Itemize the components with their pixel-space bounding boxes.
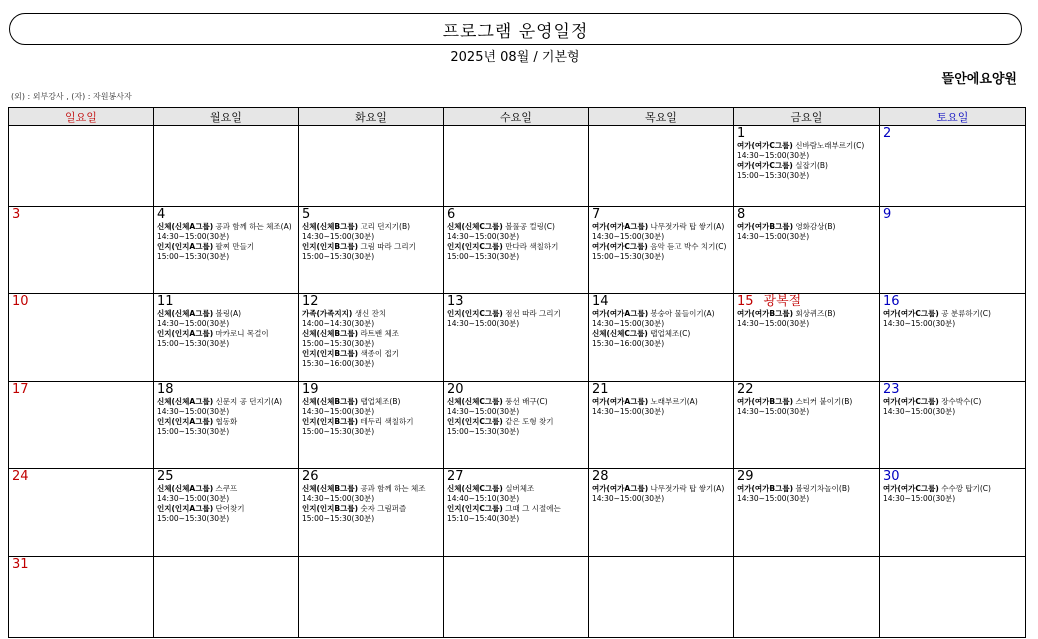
schedule-entry (883, 309, 1023, 329)
activity-time: 14:30~15:00(30분) (737, 494, 810, 503)
program-group: 여가(여가C그룹) (883, 484, 939, 493)
day-number (302, 295, 441, 309)
calendar-table (8, 107, 1026, 638)
day-cell (9, 557, 154, 638)
activity-name: 볼링(A) (215, 309, 242, 318)
activity-name: 볼풀공 컬링(C) (505, 222, 555, 231)
activity-name: 생신 잔치 (354, 309, 387, 318)
day-number (592, 295, 731, 309)
day-number-text: 27 (447, 469, 464, 484)
program-group: 인지(인지C그룹) (447, 309, 503, 318)
program-group: 인지(인지A그룹) (157, 504, 214, 513)
day-number-text: 8 (737, 207, 746, 222)
day-number-text: 30 (883, 469, 900, 484)
schedule-entry (447, 222, 586, 242)
day-number (883, 470, 1023, 484)
program-group: 신체(신체B그룹) (302, 484, 359, 493)
program-group: 인지(인지B그룹) (302, 242, 359, 251)
page-title: 프로그램 운영일정 (442, 21, 589, 42)
day-cell (9, 469, 154, 557)
schedule-entry (302, 417, 441, 437)
day-number-text: 23 (883, 382, 900, 397)
activity-time: 14:30~15:00(30분) (737, 407, 810, 416)
program-group: 여가(여가B그룹) (737, 222, 794, 231)
activity-time: 14:30~15:00(30분) (447, 319, 520, 328)
holiday-label: 광복절 (763, 294, 802, 309)
schedule-entry (302, 397, 441, 417)
program-group: 여가(여가C그룹) (737, 161, 793, 170)
day-number-text: 3 (12, 207, 21, 222)
day-cell (589, 294, 734, 382)
schedule-entry (302, 242, 441, 262)
day-number (883, 383, 1023, 397)
day-cell (9, 382, 154, 469)
day-number-text: 25 (157, 469, 174, 484)
day-cell (154, 382, 299, 469)
day-number (157, 383, 296, 397)
day-number-text: 21 (592, 382, 609, 397)
day-number-text: 14 (592, 294, 609, 309)
day-number (12, 558, 151, 572)
week-row (9, 382, 1026, 469)
day-number-text: 18 (157, 382, 174, 397)
activity-time: 14:30~15:00(30분) (302, 232, 375, 241)
day-number-text: 10 (12, 294, 29, 309)
day-cell (9, 207, 154, 294)
weekday-header-row (9, 108, 1026, 126)
program-group: 신체(신체C그룹) (447, 484, 503, 493)
activity-name: 그림 따라 그리기 (360, 242, 416, 251)
schedule-entry (302, 222, 441, 242)
day-number (592, 470, 731, 484)
activity-name: 신문지 공 던지기(A) (215, 397, 282, 406)
activity-time: 15:00~15:30(30분) (302, 339, 375, 348)
activity-name: 회상퀴즈(B) (795, 309, 836, 318)
day-cell (299, 557, 444, 638)
legend-note: (외) : 외부강사 , (자) : 자원봉사자 (11, 92, 132, 101)
activity-time: 15:30~16:00(30분) (302, 359, 375, 368)
program-group: 인지(인지C그룹) (447, 242, 503, 251)
schedule-entry (737, 484, 877, 504)
day-number-text: 7 (592, 207, 601, 222)
activity-time: 14:30~15:00(30분) (157, 494, 230, 503)
day-number (737, 208, 877, 222)
activity-name: 협동화 (215, 417, 238, 426)
schedule-entry (157, 397, 296, 417)
day-number (157, 208, 296, 222)
day-number (447, 470, 586, 484)
day-number (883, 295, 1023, 309)
day-cell (299, 126, 444, 207)
activity-name: 색종이 접기 (360, 349, 400, 358)
schedule-entry (447, 417, 586, 437)
schedule-entry (157, 222, 296, 242)
schedule-entry (302, 484, 441, 504)
activity-time: 14:30~15:00(30분) (883, 407, 956, 416)
activity-time: 14:30~15:00(30분) (157, 232, 230, 241)
program-group: 인지(인지B그룹) (302, 504, 359, 513)
activity-time: 14:30~15:00(30분) (302, 494, 375, 503)
day-cell (734, 382, 880, 469)
activity-name: 라트밴 체조 (360, 329, 400, 338)
activity-time: 14:30~15:00(30분) (592, 232, 665, 241)
day-cell (589, 382, 734, 469)
activity-time: 14:30~15:00(30분) (447, 407, 520, 416)
program-group: 인지(인지C그룹) (447, 417, 503, 426)
day-cell (734, 557, 880, 638)
schedule-entry (447, 309, 586, 329)
activity-time: 15:00~15:30(30분) (157, 252, 230, 261)
day-number-text: 6 (447, 207, 456, 222)
day-cell (154, 557, 299, 638)
activity-time: 14:30~15:00(30분) (883, 494, 956, 503)
program-group: 신체(신체A그룹) (157, 397, 214, 406)
day-number (447, 208, 586, 222)
day-number-text: 11 (157, 294, 174, 309)
program-group: 신체(신체C그룹) (447, 397, 503, 406)
schedule-entry (883, 397, 1023, 417)
program-group: 신체(신체A그룹) (157, 222, 214, 231)
program-group: 신체(신체A그룹) (157, 484, 214, 493)
day-cell (589, 557, 734, 638)
day-number-text: 22 (737, 382, 754, 397)
program-group: 여가(여가A그룹) (592, 309, 649, 318)
activity-time: 15:00~15:30(30분) (157, 514, 230, 523)
day-number (737, 470, 877, 484)
weekday-header-mon: 월요일 (154, 108, 299, 126)
activity-time: 14:30~15:00(30분) (302, 407, 375, 416)
day-cell (154, 469, 299, 557)
activity-time: 15:00~15:30(30분) (302, 514, 375, 523)
activity-time: 15:00~15:30(30분) (302, 252, 375, 261)
activity-name: 음악 듣고 박수 치기(C) (650, 242, 727, 251)
day-number-text: 24 (12, 469, 29, 484)
activity-name: 숫자 그림퍼즐 (360, 504, 407, 513)
activity-name: 공과 함께 하는 체조(A) (215, 222, 292, 231)
day-cell (444, 469, 589, 557)
schedule-entry (737, 309, 877, 329)
activity-time: 14:30~15:00(30분) (737, 319, 810, 328)
activity-name: 팔찌 만들기 (215, 242, 255, 251)
week-row (9, 126, 1026, 207)
activity-name: 수수깡 탑기(C) (941, 484, 991, 493)
activity-name: 단어찾기 (215, 504, 245, 513)
day-cell (880, 382, 1026, 469)
schedule-entry (447, 484, 586, 504)
day-number-text: 28 (592, 469, 609, 484)
program-group: 여가(여가B그룹) (737, 397, 794, 406)
day-number-text: 17 (12, 382, 29, 397)
schedule-entry (592, 397, 731, 417)
day-number-text: 29 (737, 469, 754, 484)
day-cell (299, 469, 444, 557)
weekday-header-wed: 수요일 (444, 108, 589, 126)
week-row (9, 207, 1026, 294)
day-number (302, 470, 441, 484)
day-number (883, 208, 1023, 222)
program-group: 신체(신체B그룹) (302, 222, 359, 231)
day-number-text: 20 (447, 382, 464, 397)
day-number (302, 208, 441, 222)
program-group: 신체(신체A그룹) (157, 309, 214, 318)
schedule-entry (592, 309, 731, 329)
day-cell (154, 126, 299, 207)
day-cell (444, 557, 589, 638)
activity-name: 점선 따라 그리기 (505, 309, 561, 318)
activity-time: 15:00~15:30(30분) (302, 427, 375, 436)
weekday-header-sun: 일요일 (9, 108, 154, 126)
activity-time: 14:30~15:00(30분) (447, 232, 520, 241)
activity-name: 실잡기(B) (795, 161, 828, 170)
day-number (447, 383, 586, 397)
day-cell (444, 294, 589, 382)
program-group: 인지(인지B그룹) (302, 349, 359, 358)
day-number (12, 470, 151, 484)
program-group: 인지(인지C그룹) (447, 504, 503, 513)
activity-name: 같은 도형 찾기 (505, 417, 554, 426)
day-cell (9, 126, 154, 207)
program-group: 신체(신체B그룹) (302, 397, 359, 406)
week-row (9, 469, 1026, 557)
day-number-text: 4 (157, 207, 166, 222)
program-group: 여가(여가C그룹) (883, 397, 939, 406)
activity-name: 고리 던지기(B) (360, 222, 411, 231)
activity-name: 스쿠프 (215, 484, 238, 493)
day-number-text: 16 (883, 294, 900, 309)
day-cell (880, 294, 1026, 382)
day-cell (444, 126, 589, 207)
activity-time: 14:30~15:00(30분) (737, 151, 810, 160)
activity-name: 공 분류하기(C) (941, 309, 991, 318)
day-number (302, 383, 441, 397)
schedule-entry (302, 309, 441, 329)
program-group: 인지(인지B그룹) (302, 417, 359, 426)
activity-time: 15:00~15:30(30분) (737, 171, 810, 180)
day-number-text: 19 (302, 382, 319, 397)
day-cell (734, 294, 880, 382)
schedule-entry (302, 504, 441, 524)
title-bar (9, 13, 1022, 45)
activity-name: 풍선 배구(C) (505, 397, 548, 406)
day-cell (880, 207, 1026, 294)
program-group: 여가(여가A그룹) (592, 397, 649, 406)
day-number (883, 127, 1023, 141)
program-group: 인지(인지A그룹) (157, 242, 214, 251)
day-cell (444, 382, 589, 469)
day-number (592, 383, 731, 397)
activity-name: 만다라 색칠하기 (505, 242, 559, 251)
activity-name: 영화감상(B) (795, 222, 836, 231)
activity-time: 14:30~15:00(30분) (592, 407, 665, 416)
page-subtitle: 2025년 08월 / 기본형 (450, 50, 580, 65)
day-number (447, 295, 586, 309)
schedule-entry (302, 349, 441, 369)
activity-name: 실버체조 (505, 484, 535, 493)
program-group: 여가(여가C그룹) (883, 309, 939, 318)
day-number-text: 9 (883, 207, 892, 222)
day-cell (9, 294, 154, 382)
program-group: 인지(인지A그룹) (157, 329, 214, 338)
schedule-entry (157, 309, 296, 329)
schedule-entry (157, 242, 296, 262)
schedule-entry (592, 242, 731, 262)
weekday-header-thu: 목요일 (589, 108, 734, 126)
facility-name: 뜰안에요양원 (941, 72, 1017, 87)
activity-time: 14:00~14:30(30분) (302, 319, 375, 328)
schedule-entry (737, 141, 877, 161)
program-group: 신체(신체B그룹) (302, 329, 359, 338)
day-number-text: 26 (302, 469, 319, 484)
activity-name: 장수박수(C) (941, 397, 982, 406)
day-cell (880, 557, 1026, 638)
weekday-header-fri: 금요일 (734, 108, 880, 126)
activity-name: 신바람노래부르기(C) (795, 141, 865, 150)
activity-name: 나무젓가락 탑 쌓기(A) (650, 484, 725, 493)
activity-time: 14:30~15:00(30분) (592, 494, 665, 503)
activity-name: 스티커 붙이기(B) (795, 397, 853, 406)
schedule-entry (737, 161, 877, 181)
program-group: 여가(여가C그룹) (592, 242, 648, 251)
program-group: 여가(여가C그룹) (737, 141, 793, 150)
day-cell (734, 126, 880, 207)
program-group: 신체(신체C그룹) (592, 329, 648, 338)
activity-time: 14:30~15:00(30분) (157, 319, 230, 328)
day-cell (734, 207, 880, 294)
day-cell (734, 469, 880, 557)
day-number (737, 295, 877, 309)
schedule-entry (157, 504, 296, 524)
day-number (592, 208, 731, 222)
activity-name: 그때 그 시절에는 (505, 504, 561, 513)
day-number (12, 208, 151, 222)
schedule-entry (592, 329, 731, 349)
activity-time: 14:30~15:00(30분) (737, 232, 810, 241)
day-number-text: 12 (302, 294, 319, 309)
day-cell (880, 469, 1026, 557)
activity-time: 14:30~15:00(30분) (883, 319, 956, 328)
schedule-entry (302, 329, 441, 349)
activity-name: 나무젓가락 탑 쌓기(A) (650, 222, 725, 231)
schedule-entry (447, 397, 586, 417)
program-group: 여가(여가A그룹) (592, 222, 649, 231)
day-number-text: 31 (12, 557, 29, 572)
activity-name: 마카로니 목걸이 (215, 329, 269, 338)
activity-time: 15:10~15:40(30분) (447, 514, 520, 523)
week-row (9, 294, 1026, 382)
activity-time: 14:30~15:00(30분) (157, 407, 230, 416)
schedule-entry (883, 484, 1023, 504)
day-number-text: 2 (883, 126, 892, 141)
activity-name: 탭업체조(B) (360, 397, 401, 406)
day-number-text: 1 (737, 126, 746, 141)
activity-name: 봉숭아 물들이기(A) (650, 309, 715, 318)
day-number (737, 127, 877, 141)
day-number (157, 295, 296, 309)
day-number (157, 470, 296, 484)
day-number-text: 13 (447, 294, 464, 309)
day-cell (299, 207, 444, 294)
activity-time: 15:00~15:30(30분) (592, 252, 665, 261)
day-number (12, 295, 151, 309)
activity-name: 볼링기차놀이(B) (795, 484, 850, 493)
activity-time: 14:40~15:10(30분) (447, 494, 520, 503)
day-number-text: 5 (302, 207, 311, 222)
program-group: 여가(여가B그룹) (737, 309, 794, 318)
day-cell (154, 294, 299, 382)
day-cell (299, 294, 444, 382)
schedule-entry (157, 329, 296, 349)
week-row (9, 557, 1026, 638)
activity-time: 15:00~15:30(30분) (157, 427, 230, 436)
program-group: 여가(여가A그룹) (592, 484, 649, 493)
activity-time: 14:30~15:00(30분) (592, 319, 665, 328)
schedule-entry (737, 397, 877, 417)
activity-name: 노래부르기(A) (650, 397, 698, 406)
program-group: 여가(여가B그룹) (737, 484, 794, 493)
day-number (737, 383, 877, 397)
activity-time: 15:00~15:30(30분) (447, 427, 520, 436)
schedule-entry (447, 242, 586, 262)
weekday-header-sat: 토요일 (880, 108, 1026, 126)
day-cell (880, 126, 1026, 207)
day-cell (589, 126, 734, 207)
day-cell (299, 382, 444, 469)
program-group: 신체(신체C그룹) (447, 222, 503, 231)
schedule-entry (737, 222, 877, 242)
activity-time: 15:30~16:00(30분) (592, 339, 665, 348)
day-number (12, 383, 151, 397)
activity-time: 15:00~15:30(30분) (447, 252, 520, 261)
day-cell (589, 207, 734, 294)
activity-time: 15:00~15:30(30분) (157, 339, 230, 348)
weekday-header-tue: 화요일 (299, 108, 444, 126)
program-group: 가족(가족지지) (302, 309, 353, 318)
day-cell (154, 207, 299, 294)
activity-name: 탭업체조(C) (650, 329, 691, 338)
day-cell (444, 207, 589, 294)
schedule-entry (157, 484, 296, 504)
day-cell (589, 469, 734, 557)
schedule-entry (592, 484, 731, 504)
schedule-entry (592, 222, 731, 242)
schedule-entry (157, 417, 296, 437)
program-group: 인지(인지A그룹) (157, 417, 214, 426)
schedule-entry (447, 504, 586, 524)
day-number-text: 15 (737, 294, 754, 309)
activity-name: 테두리 색칠하기 (360, 417, 414, 426)
activity-name: 공과 함께 하는 체조 (360, 484, 426, 493)
